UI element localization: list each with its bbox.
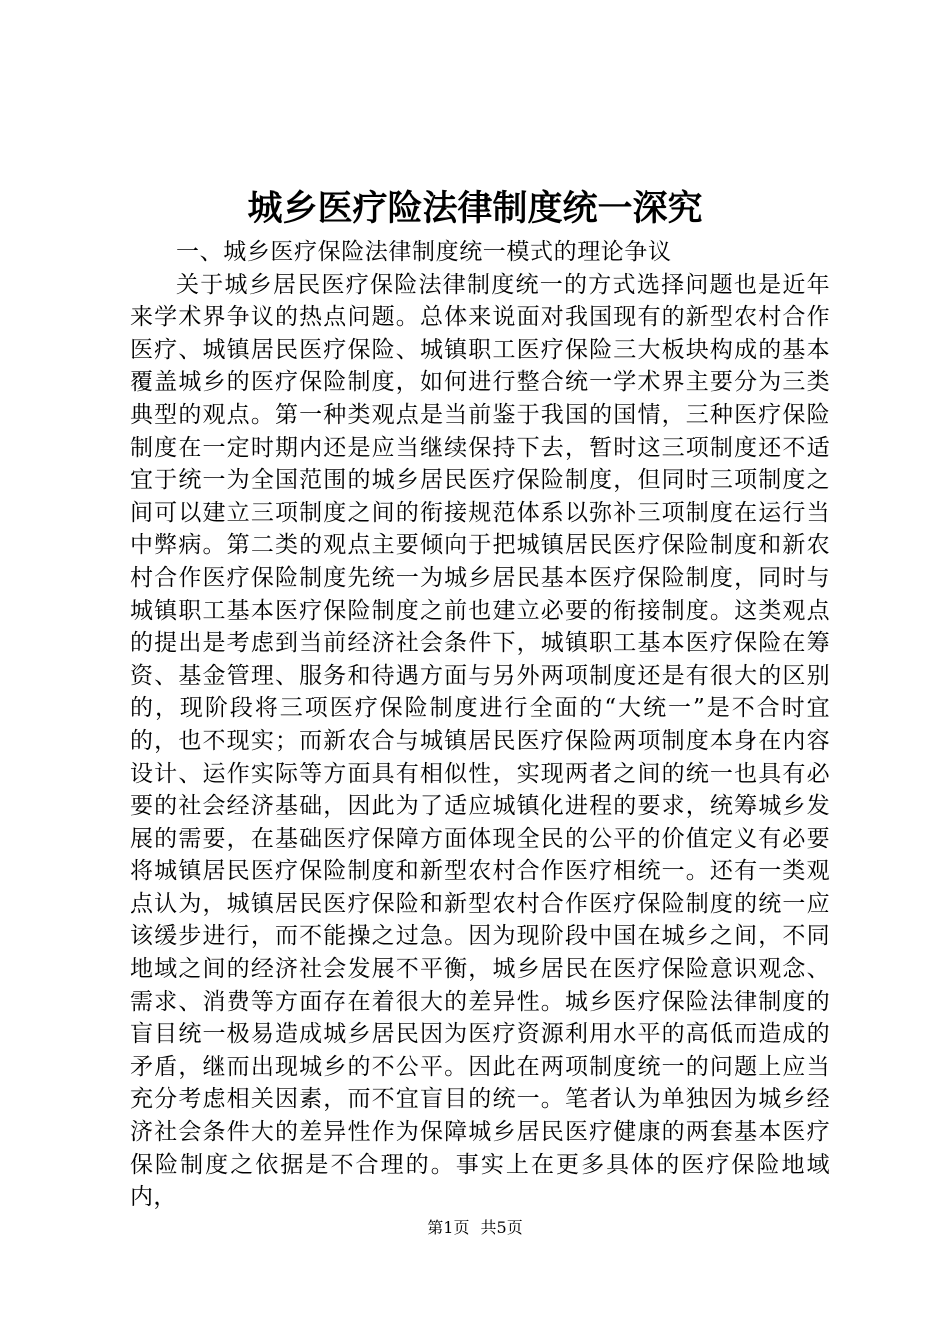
section-heading: 一、城乡医疗保险法律制度统一模式的理论争议 <box>176 239 672 265</box>
page-number-total: 共5页 <box>480 1218 523 1237</box>
document-body <box>130 236 830 1214</box>
page-footer <box>0 1216 950 1240</box>
page-number-current: 第1页 <box>427 1218 470 1237</box>
body-paragraph: 关于城乡居民医疗保险法律制度统一的方式选择问题也是近年来学术界争议的热点问题。总体来说面对我国现有的新型农村合作医疗、城镇居民医疗保险、城镇职工医疗保险三大板块构成的基本覆盖城乡的医疗保险制度，如何进行整合统一学术界主要分为三类典型的观点。第一种类观点是当前鉴于我国的国情，三种医疗保险制度在一定时期内还是应当继续保持下去，暂时这三项制度还不适宜于统一为全国范围的城乡居民医疗保险制度，但同时三项制度之间可以建立三项制度之间的衔接规范体系以弥补三项制度在运行当中弊病。第二类的观点主要倾向于把城镇居民医疗保险制度和新农村合作医疗保险制度先统一为城乡居民基本医疗保险制度，同时与城镇职工基本医疗保险制度之前也建立必要的衔接制度。这类观点的提出是考虑到当前经济社会条件下，城镇职工基本医疗保险在筹资、基金管理、服务和待遇方面与另外两项制度还是有很大的区别的，现阶段将三项医疗保险制度进行全面的“大统一”是不合时宜的，也不现实；而新农合与城镇居民医疗保险两项制度本身在内容设计、运作实际等方面具有相似性，实现两者之间的统一也具有必要的社会经济基础，因此为了适应城镇化进程的要求，统筹城乡发展的需要，在基础医疗保障方面体现全民的公平的价值定义有必要将城镇居民医疗保险制度和新型农村合作医疗相统一。还有一类观点认为，城镇居民医疗保险和新型农村合作医疗保险制度的统一应该缓步进行，而不能操之过急。因为现阶段中国在城乡之间，不同地域之间的经济社会发展不平衡，城乡居民在医疗保险意识观念、需求、消费等方面存在着很大的差异性。城乡医疗保险法律制度的盲目统一极易造成城乡居民因为医疗资源利用水平的高低而造成的矛盾，继而出现城乡的不公平。因此在两项制度统一的问题上应当充分考虑相关因素，而不宜盲目的统一。笔者认为单独因为城乡经济社会条件大的差异性作为保障城乡居民医疗健康的两套基本医疗保险制度之依据是不合理的。事实上在更多具体的医疗保险地域内， <box>130 271 830 1211</box>
document-title: 城乡医疗险法律制度统一深究 <box>247 188 703 229</box>
